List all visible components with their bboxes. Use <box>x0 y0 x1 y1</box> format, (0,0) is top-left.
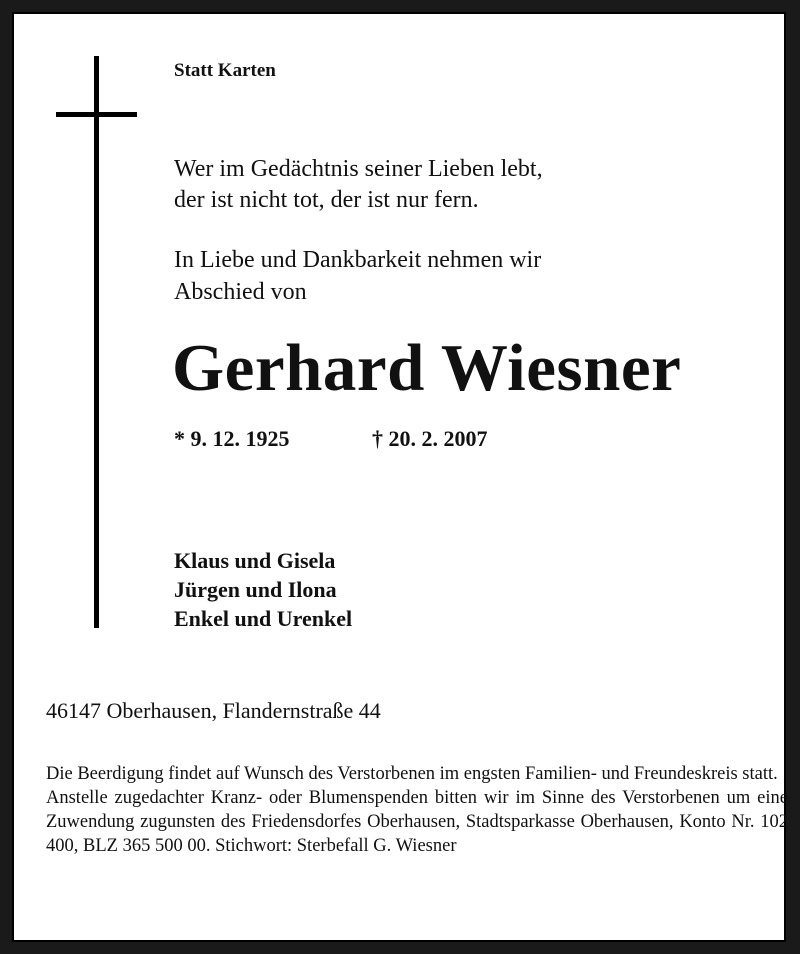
funeral-notes <box>46 762 788 858</box>
notes-paragraph <box>46 762 788 786</box>
family-member: Jürgen und Ilona <box>174 577 337 602</box>
address: 46147 Oberhausen, Flandernstraße 44 <box>46 698 381 723</box>
notes-line: Die Beerdigung findet auf Wunsch des Verstorbenen im engsten Familien- <box>46 764 597 784</box>
notes-line: Oberhausen, Stadtsparkasse Oberhausen, Konto Nr. 102 400, <box>46 812 788 856</box>
notice-header: Statt Karten <box>174 60 276 81</box>
notes-line: Verstorbenen um eine Zuwendung zugunsten des Friedensdorfes <box>46 788 788 832</box>
birth-date: * 9. 12. 1925 <box>174 426 290 451</box>
notes-paragraph <box>46 786 788 858</box>
cross-icon-bar <box>56 112 137 117</box>
deceased-name: Gerhard Wiesner <box>172 331 682 405</box>
family-list <box>174 546 352 633</box>
intro-line: Abschied von <box>174 279 307 305</box>
obituary-notice <box>12 12 786 942</box>
intro-line: In Liebe und Dankbarkeit nehmen wir <box>174 247 542 273</box>
memorial-quote <box>174 154 543 216</box>
death-date: † 20. 2. 2007 <box>372 426 488 451</box>
family-member: Klaus und Gisela <box>174 548 336 573</box>
family-member: Enkel und Urenkel <box>174 606 353 631</box>
farewell-intro <box>174 244 541 308</box>
notes-line: Anstelle zugedachter Kranz- oder Blumenspenden bitten wir im Sinne des <box>46 788 616 808</box>
notes-line: BLZ 365 500 00. Stichwort: Sterbefall G. Wiesner <box>83 836 457 856</box>
quote-line: der ist nicht tot, der ist nur fern. <box>174 187 479 213</box>
notes-line: und Freundeskreis statt. <box>601 764 778 784</box>
cross-icon <box>94 56 99 628</box>
life-dates <box>174 426 574 452</box>
quote-line: Wer im Gedächtnis seiner Lieben lebt, <box>174 156 543 182</box>
